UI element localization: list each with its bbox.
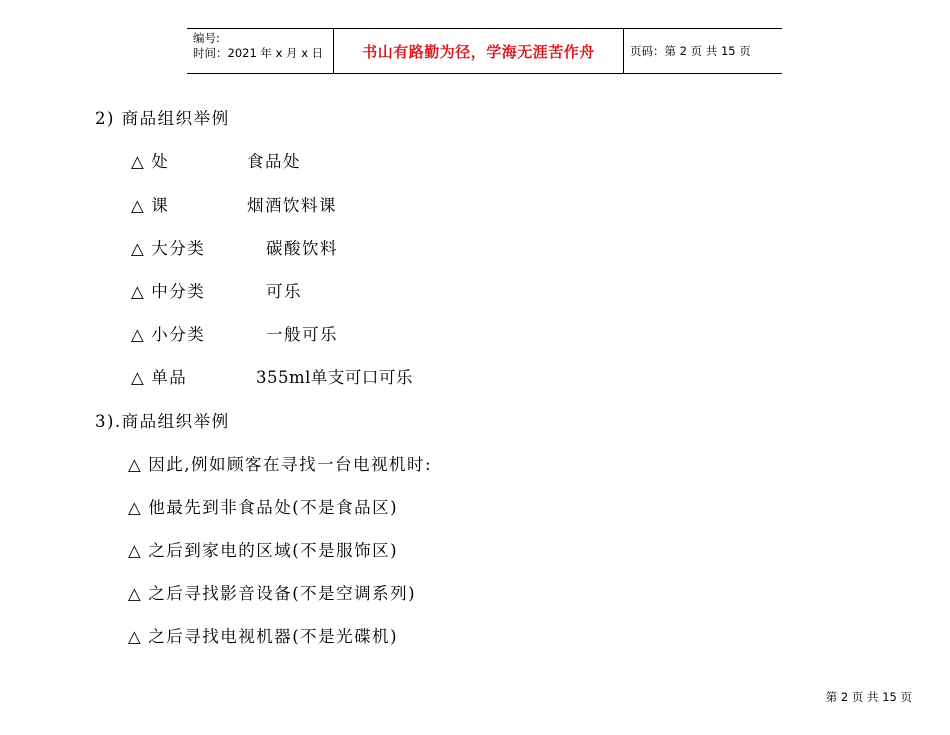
triangle-icon: △: [131, 152, 146, 171]
section2-row-2-example: 碳酸饮料: [266, 239, 338, 258]
section2-row-2-level: △ 大分类: [131, 239, 206, 258]
section3-heading: 3).商品组织举例: [95, 412, 230, 431]
document-header: [187, 28, 782, 74]
header-motto-cell: [334, 29, 624, 73]
section2-row-4-example: 一般可乐: [266, 325, 338, 344]
section2-row-4-level: △ 小分类: [131, 325, 206, 344]
section2-heading: 2) 商品组织举例: [95, 109, 230, 128]
header-time-label: 时间：2021 年 x 月 x 日: [193, 46, 324, 60]
section3-line-4: △ 之后寻找电视机器(不是光碟机): [128, 627, 399, 646]
triangle-icon: △: [128, 627, 143, 646]
triangle-icon: △: [131, 325, 146, 344]
triangle-icon: △: [131, 239, 146, 258]
triangle-icon: △: [131, 368, 146, 387]
header-number-label: 编号:: [193, 31, 220, 45]
section2-row-1-example: 烟酒饮料课: [247, 196, 337, 215]
header-page-info: 页码：第 2 页 共 15 页: [630, 44, 751, 58]
section3-line-2: △ 之后到家电的区域(不是服饰区): [128, 541, 399, 560]
triangle-icon: △: [128, 584, 143, 603]
section2-row-0-level: △ 处: [131, 152, 170, 171]
triangle-icon: △: [131, 196, 146, 215]
triangle-icon: △: [128, 541, 143, 560]
triangle-icon: △: [131, 282, 146, 301]
section2-row-3-level: △ 中分类: [131, 282, 206, 301]
header-page-cell: [624, 29, 782, 73]
section2-row-1-level: △ 课: [131, 196, 170, 215]
footer-page-info: 第 2 页 共 15 页: [825, 690, 912, 704]
triangle-icon: △: [128, 498, 143, 517]
section3-line-3: △ 之后寻找影音设备(不是空调系列): [128, 584, 417, 603]
section2-row-5-example: 355ml单支可口可乐: [256, 368, 413, 387]
section3-line-0: △ 因此,例如顾客在寻找一台电视机时:: [128, 455, 433, 474]
header-meta-cell: [187, 29, 334, 73]
triangle-icon: △: [128, 455, 143, 474]
section2-row-5-level: △ 单品: [131, 368, 188, 387]
section2-row-0-example: 食品处: [247, 152, 301, 171]
section2-row-3-example: 可乐: [266, 282, 302, 301]
header-motto: 书山有路勤为径，学海无涯苦作舟: [362, 42, 595, 61]
section3-line-1: △ 他最先到非食品处(不是食品区): [128, 498, 399, 517]
